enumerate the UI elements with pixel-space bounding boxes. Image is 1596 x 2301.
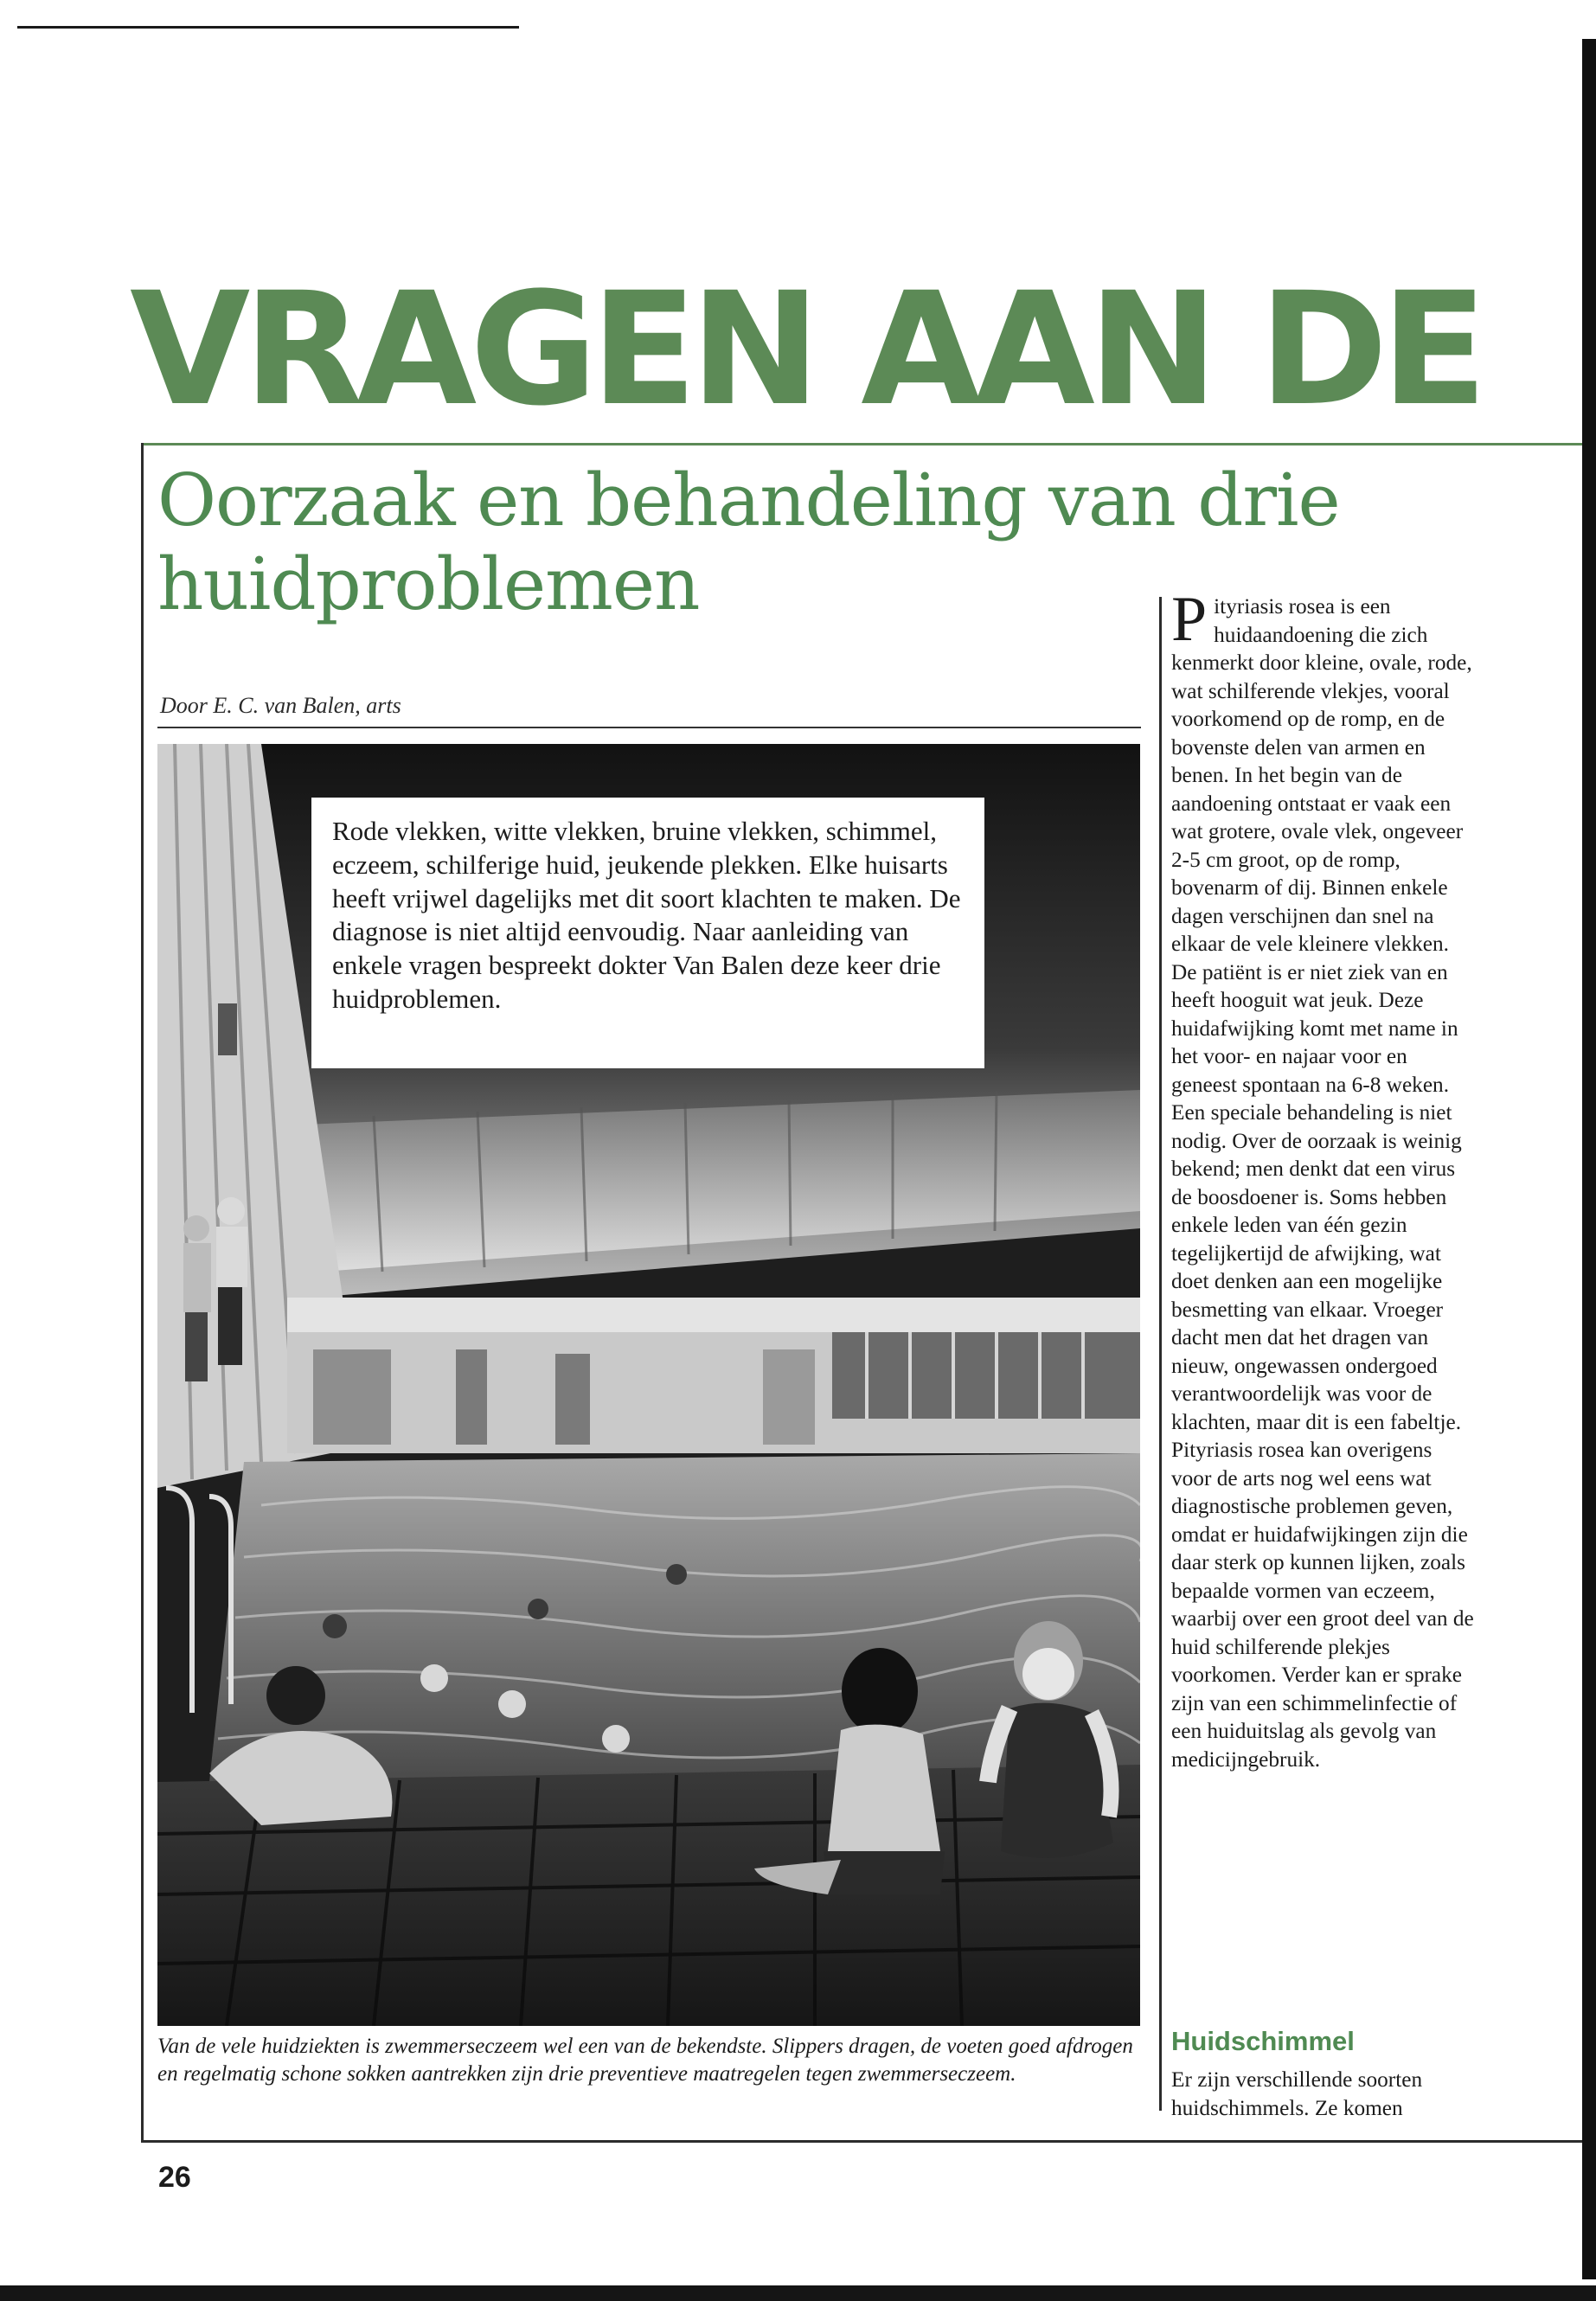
frame-left-rule [141,443,144,2143]
column-body [1171,584,1474,1773]
page-number: 26 [158,2161,191,2194]
byline-rule [157,727,1141,728]
article-subtitle: Oorzaak en behandeling van drie huidproblemen [157,458,1340,627]
intro-text: Rode vlekken, witte vlekken, bruine vlekken, schimmel, eczeem, schilferige huid, jeukende plekken. Elke huisarts heeft vrijwel dagelijks met dit soort klachten te maken. De diagnose is niet altijd eenvoudig. Naar aanleiding van enkele vragen bespreekt dokter Van Balen deze keer drie huidproblemen. [332,816,961,1014]
section-heading: Huidschimmel [1171,2026,1355,2056]
byline: Door E. C. van Balen, arts [160,693,401,718]
frame-bottom-rule [141,2140,1582,2143]
headline-rule [141,443,1582,445]
intro-box [311,798,984,1068]
column-rule [1159,597,1162,2111]
page-edge-shadow [1582,39,1596,2279]
headline: VRAGEN AAN DE [130,260,1481,440]
section-body: Er zijn verschillende soorten huidschimmels. Ze komen [1171,2067,1423,2120]
page-bottom-shadow [0,2285,1596,2301]
column-body-text: ityriasis rosea is een huidaandoening die zich kenmerkt door kleine, ovale, rode, wat schilferende vlekjes, vooral voorkomend op de romp, en de bovenste delen van armen en benen. In het begin van de aandoening ontstaat er vaak een wat grotere, ovale vlek, ongeveer 2-5 cm groot, op de romp, bovenarm of dij. Binnen enkele dagen verschijnen dan snel na elkaar de vele kleinere vlekken. De patiënt is er niet ziek van en heeft hooguit wat jeuk. Deze huidafwijking komt met name in het voor- en najaar voor en geneest spontaan na 6-8 weken. Een speciale behandeling is niet nodig. Over de oorzaak is weinig bekend; men denkt dat een virus de boosdoener is. Soms hebben enkele leden van één gezin tegelijkertijd de afwijking, wat doet denken aan een mogelijke besmetting van elkaar. Vroeger dacht men dat het dragen van nieuw, ongewassen ondergoed verantwoordelijk was voor de klachten, maar dit is een fabeltje. Pityriasis rosea kan overigens voor de arts nog wel eens wat diagnostische problemen geven, omdat er huidafwijkingen zijn die daar sterk op kunnen lijken, zoals bepaalde vormen van eczeem, waarbij over een groot deel van de huid schilferende plekjes voorkomen. Verder kan er sprake zijn van een schimmelinfectie of een huiduitslag als gevolg van medicijngebruik. [1171,594,1474,1772]
photo-caption: Van de vele huidziekten is zwemmerseczeem wel een van de bekendste. Slippers dragen, de voeten goed afdrogen en regelmatig schone sokken aantrekken zijn drie preventieve maatregelen tegen zwemmerseczeem. [157,2035,1133,2086]
drop-cap: P [1171,584,1208,655]
top-rule [17,26,519,29]
